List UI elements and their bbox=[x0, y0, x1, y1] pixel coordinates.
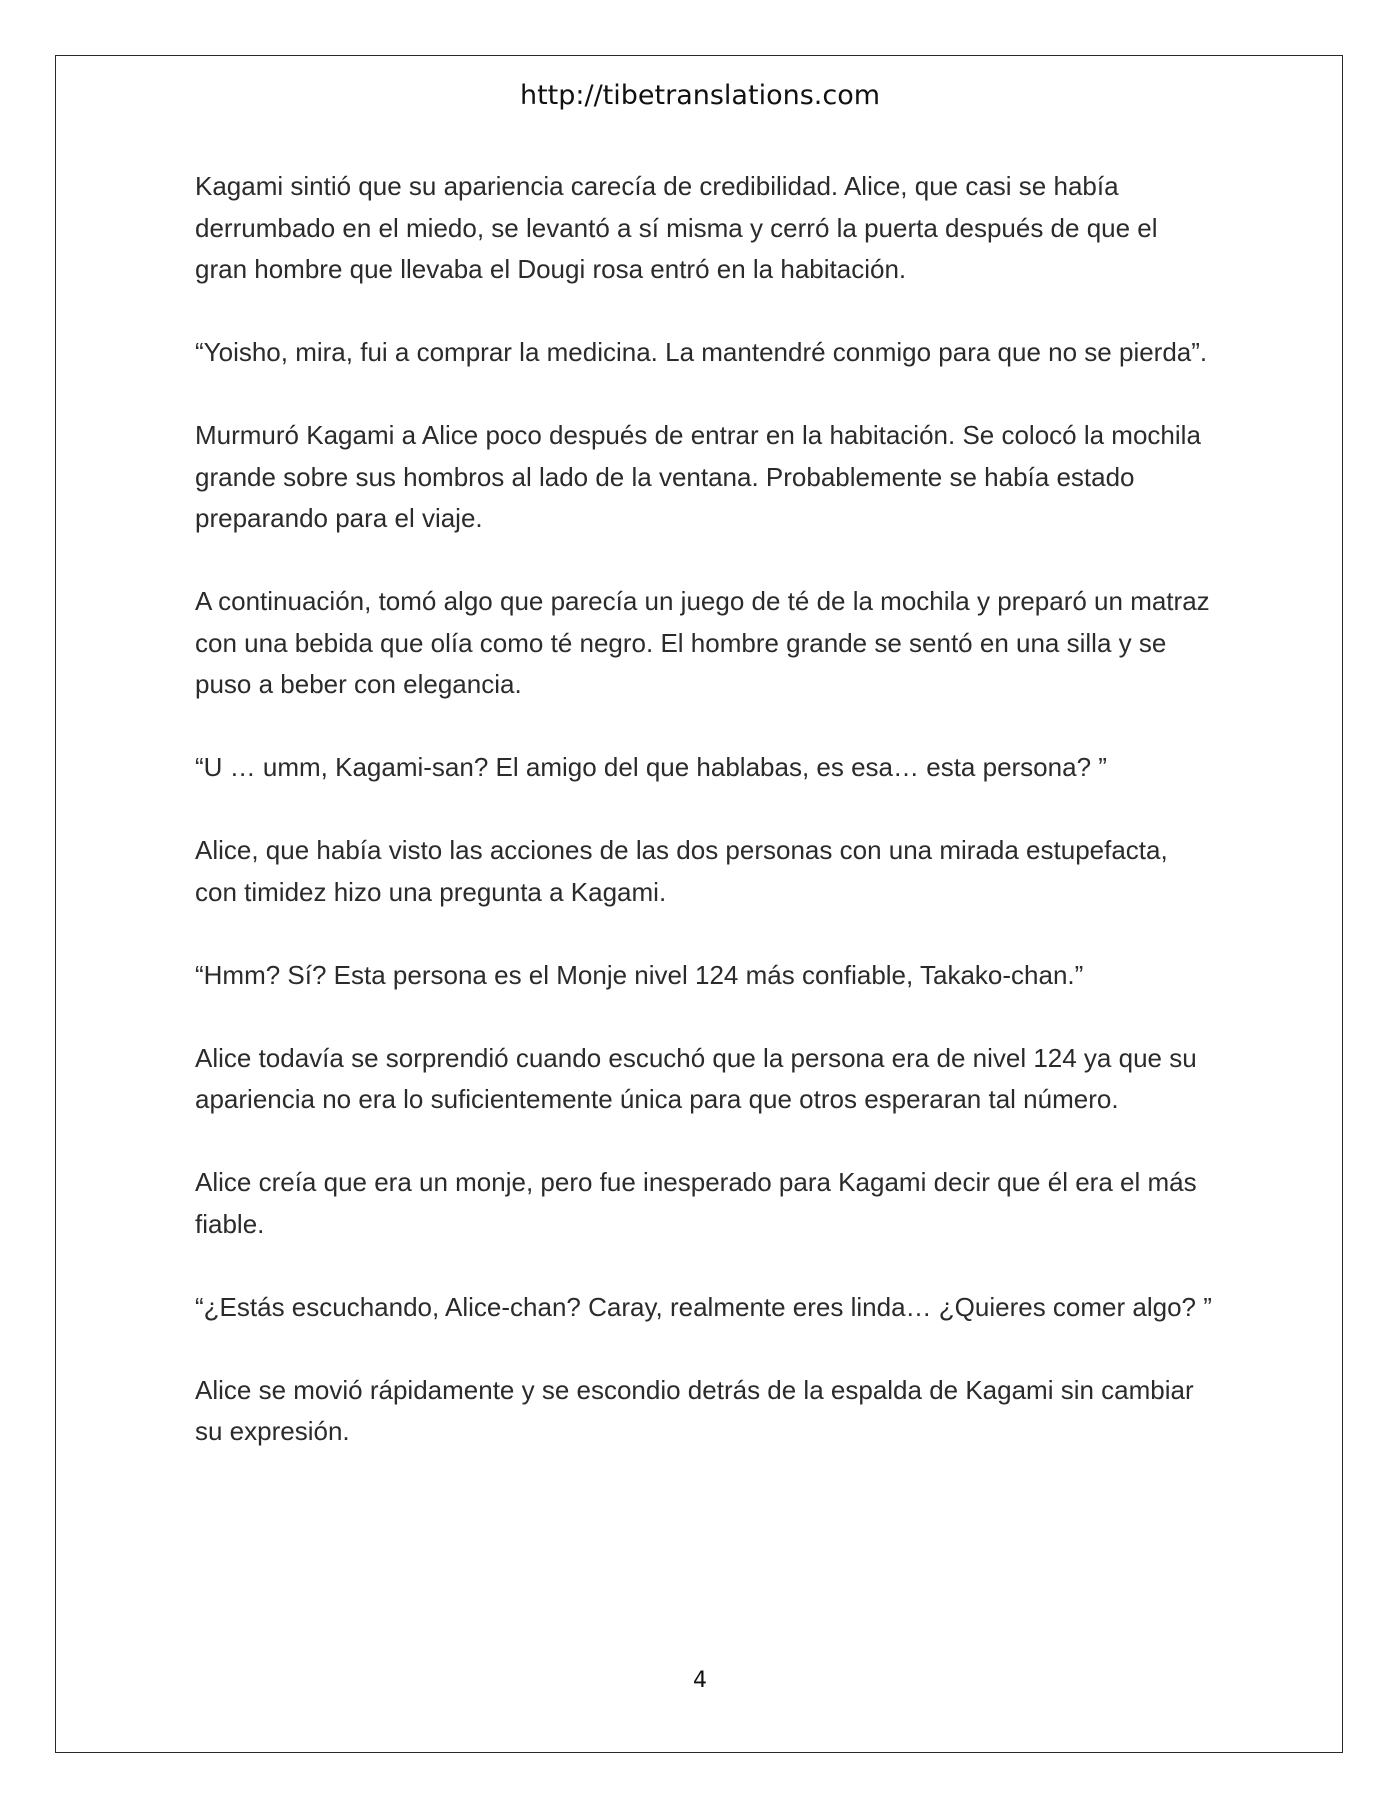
paragraph: “¿Estás escuchando, Alice-chan? Caray, realmente eres linda… ¿Quieres comer algo? ” bbox=[195, 1291, 1212, 1322]
paragraph: Alice se movió rápidamente y se escondio detrás de la espalda de Kagami sin cambiar su expresión. bbox=[195, 1374, 1194, 1446]
paragraph: “Hmm? Sí? Esta persona es el Monje nivel 124 más confiable, Takako-chan.” bbox=[195, 959, 1084, 990]
paragraph: Kagami sintió que su apariencia carecía de credibilidad. Alice, que casi se había derrumbado en el miedo, se levantó a sí misma y cerró la puerta después de que el gran hombre que llevaba el Dougi rosa entró en la habitación. bbox=[195, 171, 1158, 284]
paragraph: “U … umm, Kagami-san? El amigo del que hablabas, es esa… esta persona? ” bbox=[195, 752, 1107, 782]
paragraph: Alice creía que era un monje, pero fue inesperado para Kagami decir que él era el más fiable. bbox=[195, 1167, 1197, 1239]
paragraph: Alice todavía se sorprendió cuando escuchó que la persona era de nivel 124 ya que su apariencia no era lo suficientemente única para que otros esperaran tal número. bbox=[195, 1042, 1197, 1114]
paragraph: Murmuró Kagami a Alice poco después de entrar en la habitación. Se colocó la mochila grande sobre sus hombros al lado de la ventana. Probablemente se había estado preparando para el viaje. bbox=[195, 420, 1201, 533]
paragraph: A continuación, tomó algo que parecía un juego de té de la mochila y preparó un matraz con una bebida que olía como té negro. El hombre grande se sentó en una silla y se puso a beber con elegancia. bbox=[195, 586, 1210, 699]
page-number: 4 bbox=[693, 1668, 707, 1693]
document-body bbox=[195, 166, 1215, 1494]
paragraph: Alice, que había visto las acciones de las dos personas con una mirada estupefacta, con timidez hizo una pregunta a Kagami. bbox=[195, 835, 1168, 907]
header-url: http://tibetranslations.com bbox=[519, 80, 881, 111]
paragraph: “Yoisho, mira, fui a comprar la medicina. La mantendré conmigo para que no se pierda”. bbox=[195, 337, 1208, 367]
